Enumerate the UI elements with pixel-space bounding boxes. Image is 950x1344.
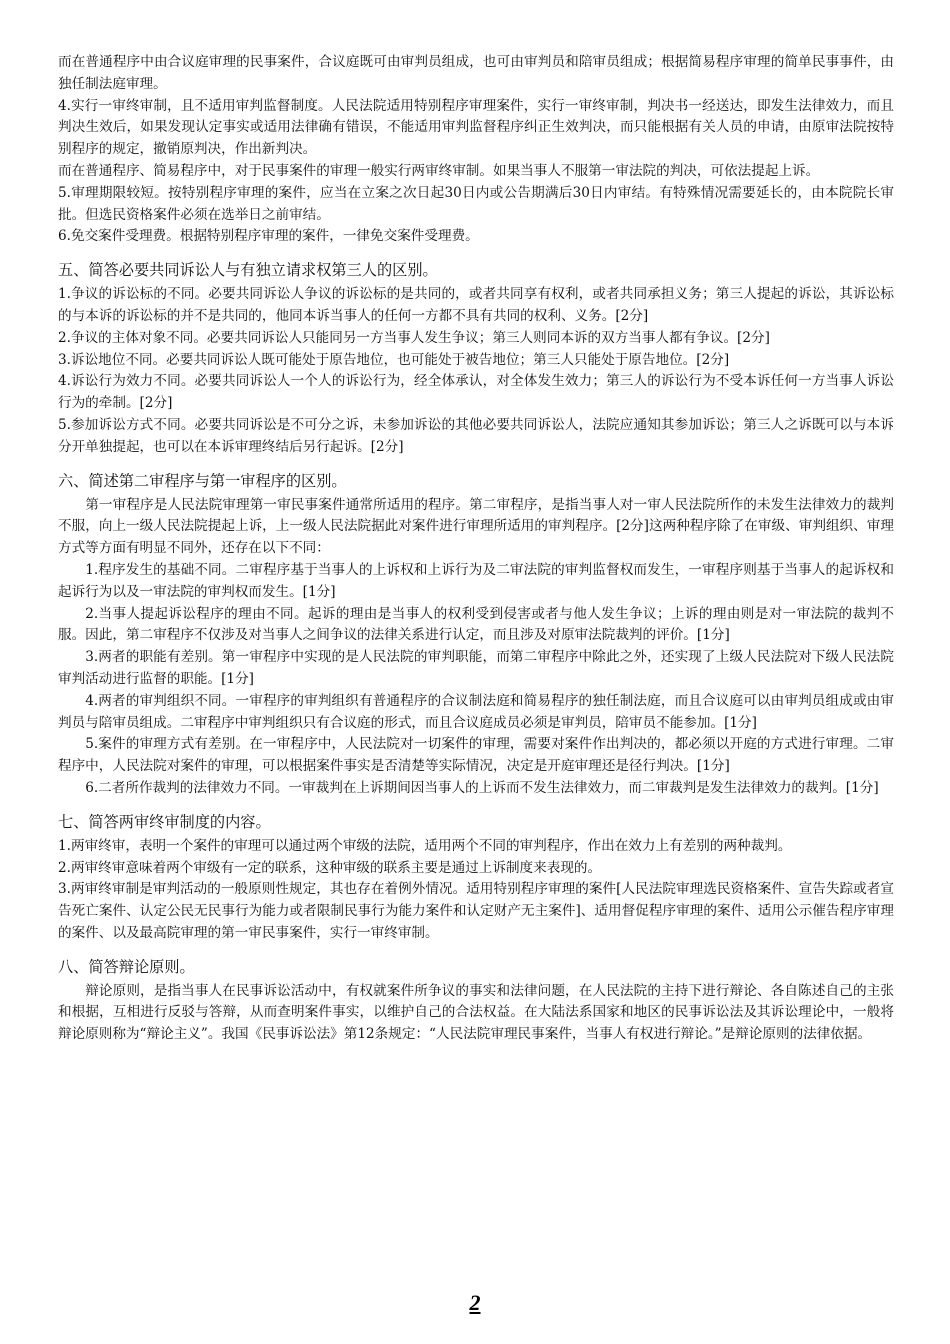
section-6-paragraph-4: 3.两者的职能有差别。第一审程序中实现的是人民法院的审判职能，而第二审程序中除此之外，还实现了上级人民法院对下级人民法院审判活动进行监督的职能。[1分] [58, 649, 894, 687]
section-6-paragraph-6: 5.案件的审理方式有差别。在一审程序中，人民法院对一切案件的审理，需要对案件作出判决的，都必须以开庭的方式进行审理。二审程序中，人民法院对案件的审理，可以根据案件事实是否清楚等实际情况，决定是开庭审理还是径行判决。[1分] [58, 736, 894, 775]
section-5-paragraph-1: 1.争议的诉讼标的不同。必要共同诉讼人争议的诉讼标的是共同的，或者共同享有权利，或者共同承担义务；第三人提起的诉讼，其诉讼标的与本诉的诉讼标的并不是共同的，他同本诉当事人的任何一方都不具有共同的权利、义务。[2分] [58, 286, 894, 324]
section-8-paragraph-1: 辩论原则，是指当事人在民事诉讼活动中，有权就案件所争议的事实和法律问题，在人民法院的主持下进行辩论、各自陈述自己的主张和根据，互相进行反驳与答辩，从而查明案件事实，以维护自己的合法权益。在大陆法系国家和地区的民事诉讼法及其诉讼理论中，一般将辩论原则称为“辩论主义”。我国《民事诉讼法》第12条规定：“人民法院审理民事案件，当事人有权进行辩论。”是辩论原则的法律依据。 [58, 982, 894, 1043]
section-7-heading: 七、简答两审终审制度的内容。 [58, 812, 271, 831]
section-8-heading: 八、简答辩论原则。 [58, 957, 195, 976]
intro-paragraph-3: 而在普通程序、简易程序中，对于民事案件的审理一般实行两审终审制。如果当事人不服第一审法院的判决，可依法提起上诉。 [58, 162, 820, 179]
intro-paragraph-2: 4.实行一审终审制，且不适用审判监督制度。人民法院适用特别程序审理案件，实行一审终审制，判决书一经送达，即发生法律效力，而且判决生效后，如果发现认定事实或适用法律确有错误，不能适用审判监督程序纠正生效判决，而只能根据有关人员的申请，由原审法院按特别程序的规定，撤销原判决，作出新判决。 [58, 97, 894, 158]
section-7-paragraph-2: 2.两审终审意味着两个审级有一定的联系，这种审级的联系主要是通过上诉制度来表现的。 [58, 859, 602, 876]
section-6-paragraph-3: 2.当事人提起诉讼程序的理由不同。起诉的理由是当事人的权利受到侵害或者与他人发生争议；上诉的理由则是对一审法院的裁判不服。因此，第二审程序不仅涉及对当事人之间争议的法律关系进行认定，而且涉及对原审法院裁判的评价。[1分] [58, 605, 894, 644]
section-6-paragraph-1: 第一审程序是人民法院审理第一审民事案件通常所适用的程序。第二审程序，是指当事人对一审人民法院所作的未发生法律效力的裁判不服，向上一级人民法院提起上诉，上一级人民法院据此对案件进行审理所适用的审判程序。[2分]这两种程序除了在审级、审判组织、审理方式等方面有明显不同外，还存在以下不同： [58, 496, 894, 557]
section-7-paragraph-3: 3.两审终审制是审判活动的一般原则性规定，其也存在着例外情况。适用特别程序审理的案件[人民法院审理选民资格案件、宣告失踪或者宣告死亡案件、认定公民无民事行为能力或者限制民事行为能力案件和认定财产无主案件]、适用督促程序审理的案件、适用公示催告程序审理的案件、以及最高院审理的第一审民事案件，实行一审终审制。 [58, 881, 894, 941]
section-6-paragraph-2: 1.程序发生的基础不同。二审程序基于当事人的上诉权和上诉行为及二审法院的审判监督权而发生，一审程序则基于当事人的起诉权和起诉行为以及一审法院的审判权而发生。[1分] [58, 561, 894, 600]
intro-paragraph-4: 5.审理期限较短。按特别程序审理的案件，应当在立案之次日起30日内或公告期满后30日内审结。有特殊情况需要延长的，由本院院长审批。但选民资格案件必须在选举日之前审结。 [58, 184, 894, 223]
section-6-heading: 六、简述第二审程序与第一审程序的区别。 [58, 471, 347, 490]
intro-paragraph-5: 6.免交案件受理费。根据特别程序审理的案件，一律免交案件受理费。 [58, 228, 479, 245]
section-7-paragraph-1: 1.两审终审，表明一个案件的审理可以通过两个审级的法院，适用两个不同的审判程序，作出在效力上有差别的两种裁判。 [58, 837, 792, 854]
section-6-paragraph-7: 6.二者所作裁判的法律效力不同。一审裁判在上诉期间因当事人的上诉而不发生法律效力，而二审裁判是发生法律效力的裁判。[1分] [85, 779, 879, 796]
section-5-paragraph-4: 4.诉讼行为效力不同。必要共同诉讼人一个人的诉讼行为，经全体承认，对全体发生效力；第三人的诉讼行为不受本诉任何一方当事人诉讼行为的牵制。[2分] [58, 373, 894, 412]
intro-paragraph-1: 而在普通程序中由合议庭审理的民事案件，合议庭既可由审判员组成，也可由审判员和陪审员组成；根据简易程序审理的简单民事事件，由独任制法庭审理。 [58, 54, 894, 92]
section-6-paragraph-5: 4.两者的审判组织不同。一审程序的审判组织有普通程序的合议制法庭和简易程序的独任制法庭，而且合议庭可以由审判员组成或由审判员与陪审员组成。二审程序中审判组织只有合议庭的形式，而且合议庭成员必须是审判员，陪审员不能参加。[1分] [58, 692, 894, 731]
page-number: 2 [469, 1290, 481, 1315]
section-5-paragraph-2: 2.争议的主体对象不同。必要共同诉讼人只能同另一方当事人发生争议；第三人则同本诉的双方当事人都有争议。[2分] [58, 329, 770, 346]
section-5-paragraph-3: 3.诉讼地位不同。必要共同诉讼人既可能处于原告地位，也可能处于被告地位；第三人只能处于原告地位。[2分] [58, 351, 730, 368]
section-5-paragraph-5: 5.参加诉讼方式不同。必要共同诉讼是不可分之诉，未参加诉讼的其他必要共同诉讼人，法院应通知其参加诉讼；第三人之诉既可以与本诉分开单独提起，也可以在本诉审理终结后另行起诉。[2分] [58, 416, 894, 455]
section-5-heading: 五、简答必要共同诉讼人与有独立请求权第三人的区别。 [58, 261, 438, 280]
